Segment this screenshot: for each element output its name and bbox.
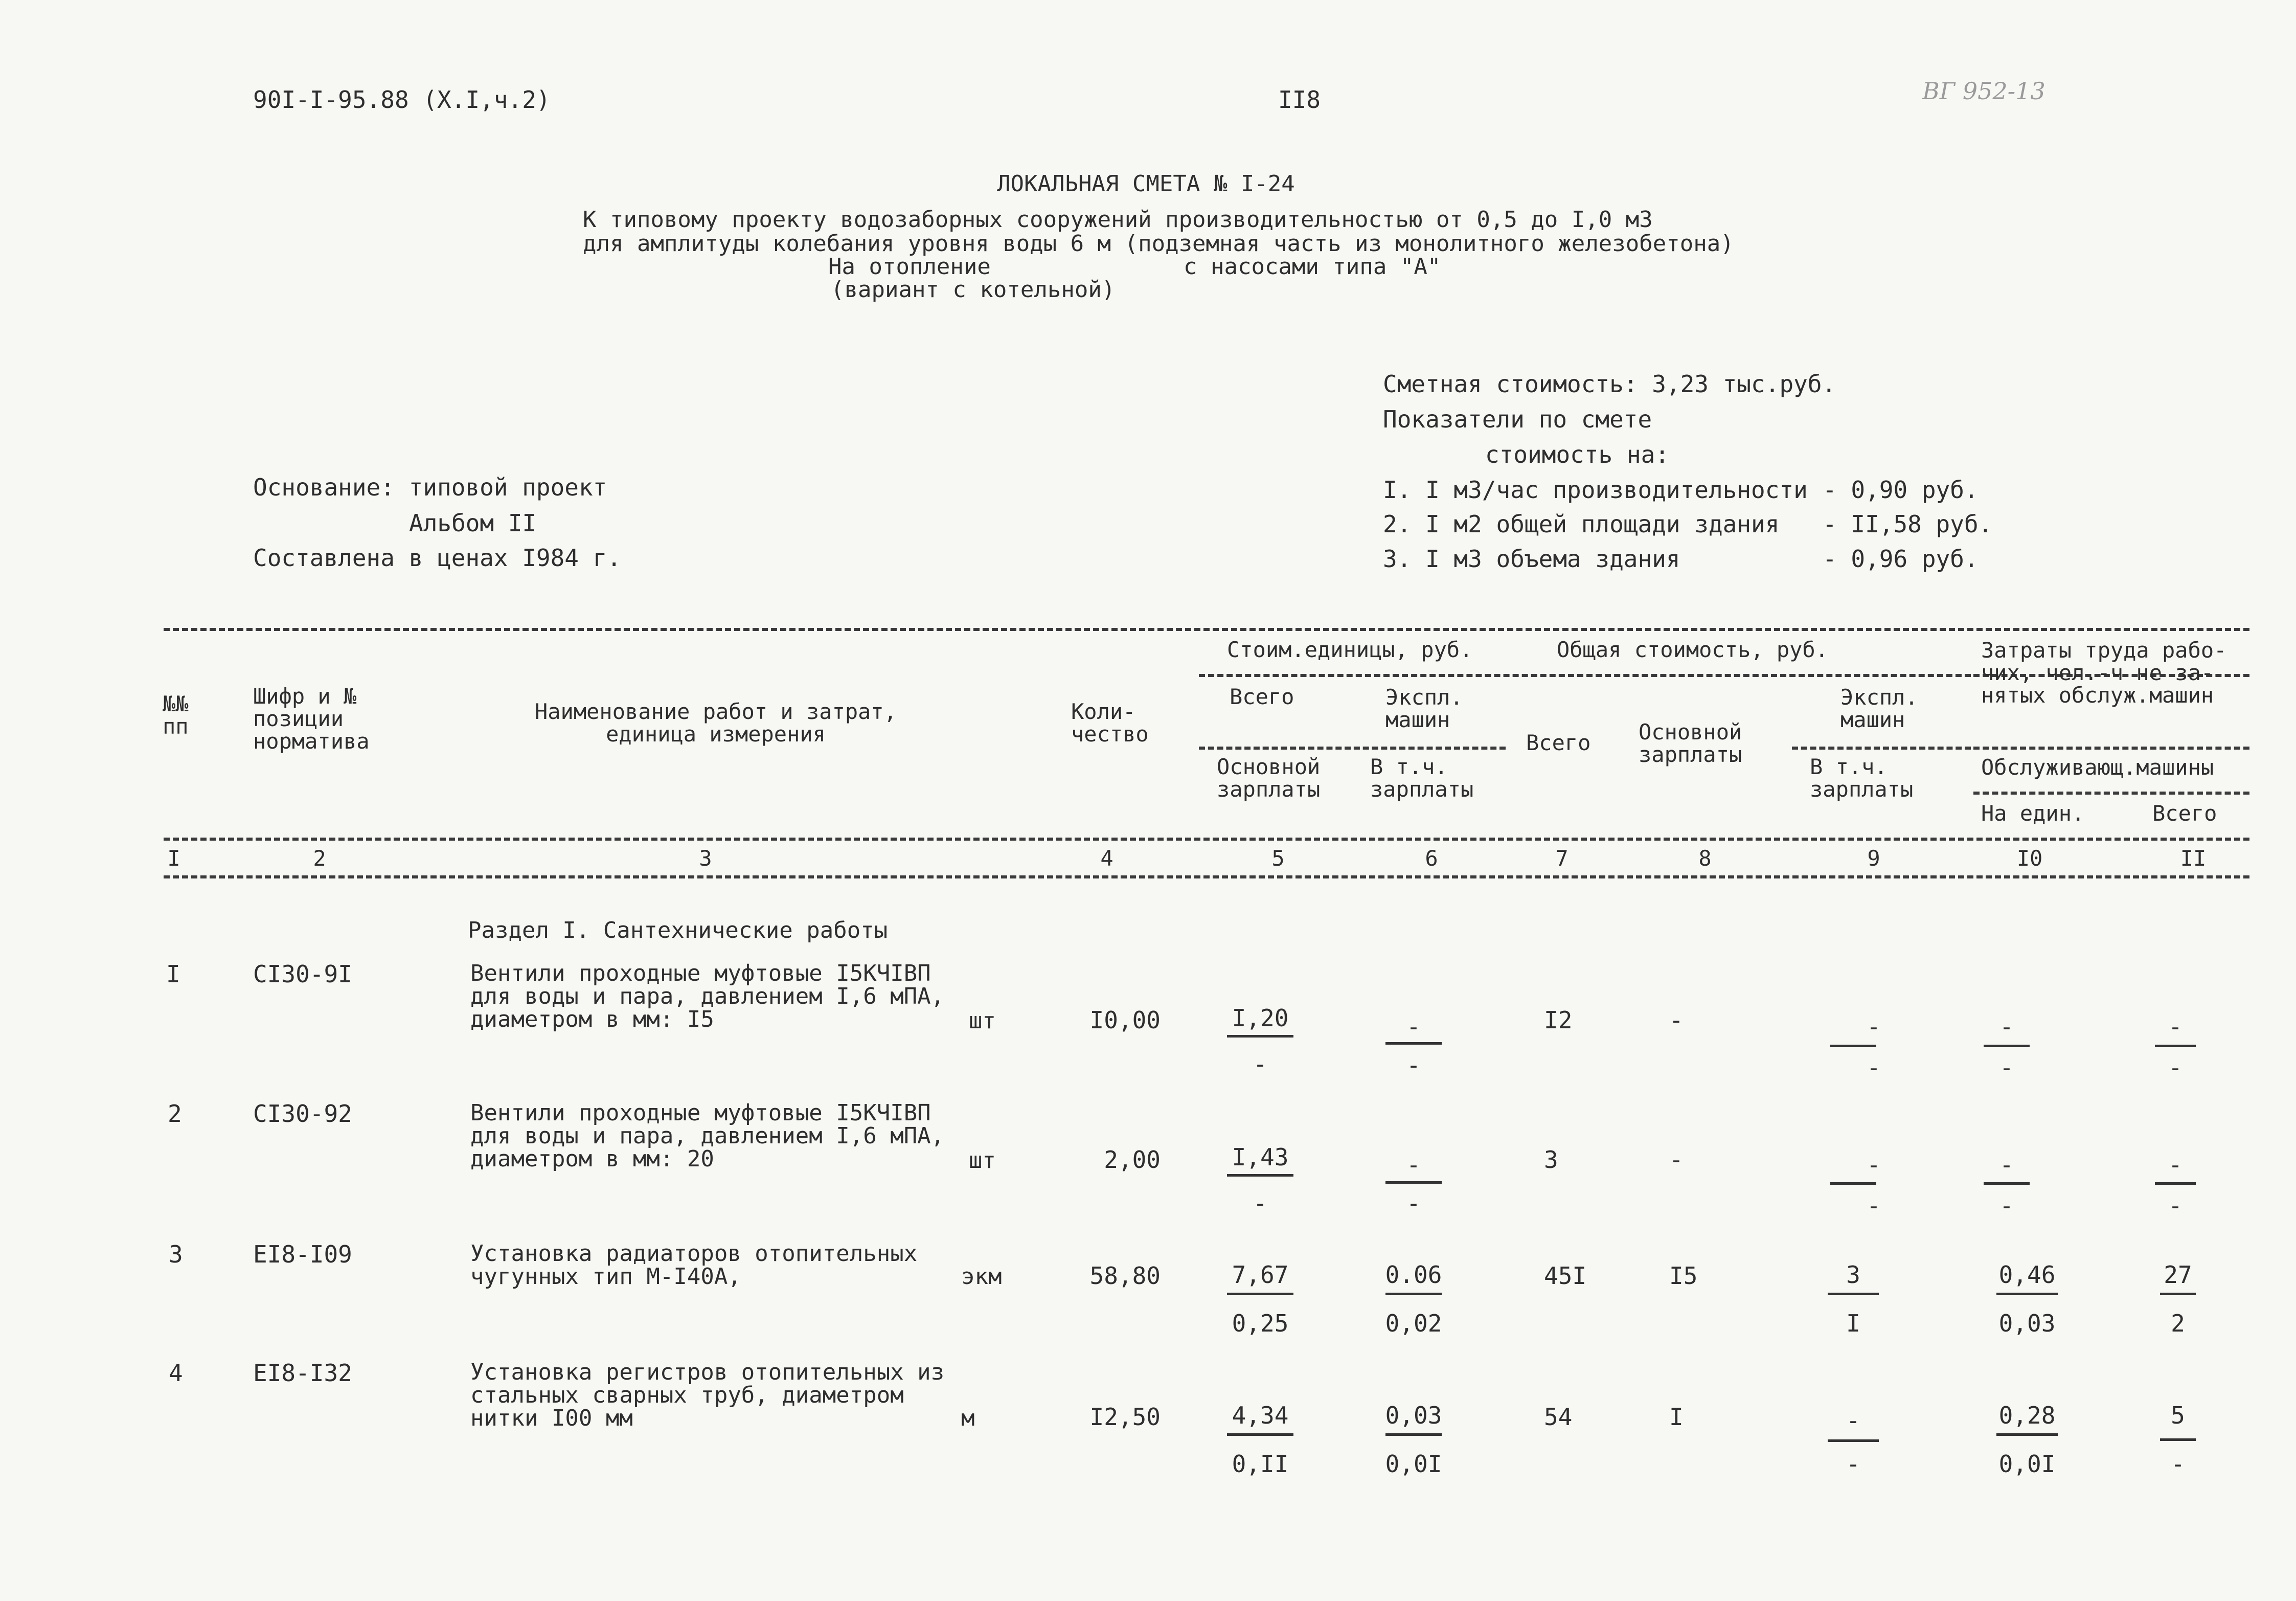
- header-unit-machines: Экспл. машин: [1385, 685, 1463, 733]
- row-name-line: Установка регистров отопительных из: [470, 1359, 945, 1385]
- row-name-line: нитки I00 мм: [470, 1405, 633, 1431]
- fraction-line: [1227, 1293, 1293, 1295]
- fraction-line: [1830, 1182, 1876, 1185]
- row-code: EI8-I09: [253, 1241, 352, 1268]
- row-unit-incl-wage: -: [1406, 1189, 1421, 1217]
- row-qty: 58,80: [1089, 1262, 1161, 1290]
- basis-line-1: Основание: типовой проект: [253, 473, 607, 501]
- col-number-8: 8: [1698, 846, 1712, 871]
- col-number-7: 7: [1555, 846, 1568, 871]
- title-line-2: для амплитуды колебания уровня воды 6 м (подземная часть из монолитного железобетона): [583, 231, 1734, 257]
- row-unit-machines: -: [1406, 1151, 1421, 1179]
- fraction-line: [2155, 1182, 2196, 1185]
- row-num: 3: [169, 1241, 183, 1268]
- row-name-line: Вентили проходные муфтовые I5КЧIВП: [470, 1100, 931, 1126]
- row-unit-total: 4,34: [1232, 1402, 1289, 1429]
- row-unit-incl-wage: -: [1406, 1051, 1421, 1079]
- row-total-machines: -: [1846, 1407, 1860, 1434]
- row-labor-service-per-unit: 0,0I: [1998, 1450, 2056, 1478]
- fraction-line: [1996, 1433, 2058, 1436]
- page-number: II8: [1278, 86, 1321, 114]
- row-unit-total: 7,67: [1232, 1261, 1289, 1289]
- row-labor-service-per-unit: -: [1999, 1054, 2014, 1081]
- labor-service-rule: [1973, 792, 2249, 795]
- row-total-machines: -: [1867, 1013, 1881, 1041]
- row-unit-machines: 0,03: [1385, 1402, 1442, 1429]
- unit-cost-group-rule: [1199, 674, 1971, 677]
- row-unit-basic-wage: -: [1253, 1050, 1267, 1078]
- col-number-11: II: [2180, 846, 2207, 871]
- basis-line-3: Составлена в ценах I984 г.: [253, 544, 622, 572]
- row-labor-total: -: [2168, 1013, 2183, 1041]
- row-labor-total: 27: [2164, 1261, 2192, 1289]
- row-unit-incl-wage: 0,02: [1385, 1310, 1442, 1337]
- row-qty: I0,00: [1089, 1006, 1161, 1034]
- header-name: Наименование работ и затрат, единица измерения: [534, 699, 897, 747]
- header-bottom-rule: [164, 838, 2249, 841]
- fraction-line: [2160, 1438, 2196, 1441]
- title-line-4: (вариант с котельной): [831, 277, 1116, 303]
- row-total-all: 54: [1544, 1403, 1573, 1431]
- indicator-1-value: - 0,90 руб.: [1823, 476, 1979, 504]
- row-total-basic-wage: -: [1669, 1006, 1684, 1034]
- fraction-line: [1385, 1433, 1442, 1436]
- row-unit: шт: [969, 1147, 996, 1174]
- header-num: №№ пп: [163, 691, 189, 739]
- row-total-incl-wage: -: [1867, 1192, 1881, 1220]
- header-qty: Коли- чество: [1071, 699, 1149, 747]
- row-name-line: Установка радиаторов отопительных: [470, 1241, 918, 1267]
- row-unit-basic-wage: -: [1253, 1189, 1267, 1217]
- indicator-3-label: 3. I м3 объема здания: [1383, 545, 1680, 573]
- header-unit-cost-group: Стоим.единицы, руб.: [1227, 637, 1473, 662]
- header-total-basic-wage: Основной зарплаты: [1639, 719, 1742, 768]
- row-qty: 2,00: [1104, 1146, 1161, 1174]
- row-num: 2: [168, 1100, 182, 1128]
- row-unit-incl-wage: 0,0I: [1385, 1450, 1442, 1478]
- fraction-line: [1227, 1035, 1293, 1038]
- estimated-cost: Сметная стоимость: 3,23 тыс.руб.: [1383, 370, 1836, 398]
- row-labor-service-total: -: [2171, 1450, 2185, 1478]
- fraction-line: [1227, 1433, 1293, 1436]
- header-labor-group: Затраты труда рабо- чих, чел.-ч не за- нятых обслуж.машин: [1981, 638, 2227, 708]
- row-labor-total: 5: [2171, 1402, 2185, 1429]
- col-number-9: 9: [1867, 846, 1880, 871]
- row-name-line: диаметром в мм: 20: [470, 1146, 714, 1172]
- fraction-line: [1385, 1042, 1442, 1045]
- row-unit-total: I,43: [1232, 1143, 1289, 1171]
- header-labor-service: Обслуживающ.машины: [1981, 755, 2214, 780]
- indicator-3-value: - 0,96 руб.: [1823, 545, 1979, 573]
- row-total-incl-wage: I: [1846, 1310, 1860, 1337]
- row-total-all: 3: [1544, 1146, 1558, 1174]
- header-unit-total: Всего: [1230, 684, 1294, 709]
- row-qty: I2,50: [1089, 1403, 1161, 1431]
- fraction-line: [1385, 1293, 1442, 1295]
- table-top-rule: [164, 628, 2249, 631]
- row-total-incl-wage: -: [1867, 1054, 1881, 1081]
- header-total-machines: Экспл. машин: [1840, 685, 1918, 733]
- row-labor-per-unit: -: [1999, 1013, 2014, 1041]
- header-labor-per-unit: На един.: [1981, 801, 2085, 826]
- row-labor-service-total: 2: [2171, 1310, 2185, 1337]
- row-total-all: I2: [1544, 1006, 1573, 1034]
- fraction-line: [1828, 1293, 1879, 1295]
- row-total-incl-wage: -: [1846, 1450, 1860, 1478]
- fraction-line: [1984, 1045, 2030, 1047]
- header-total-incl-wage: В т.ч. зарплаты: [1810, 754, 1914, 802]
- title-line-1: К типовому проекту водозаборных сооружений производительностью от 0,5 до I,0 м3: [583, 207, 1653, 233]
- title-line-3-left: На отопление: [828, 254, 991, 280]
- row-num: 4: [169, 1359, 183, 1387]
- row-unit: м: [961, 1405, 975, 1431]
- row-total-machines: -: [1867, 1151, 1881, 1179]
- indicator-2-value: - II,58 руб.: [1823, 510, 1993, 538]
- fraction-line: [1828, 1439, 1879, 1442]
- fraction-line: [1996, 1293, 2058, 1295]
- row-total-basic-wage: -: [1669, 1146, 1684, 1174]
- total-machines-sub-rule: [1792, 747, 1971, 750]
- indicators-heading: Показатели по смете: [1383, 405, 1652, 433]
- labor-sub-rule: [1973, 747, 2249, 750]
- row-unit-machines: -: [1406, 1013, 1421, 1041]
- row-labor-service-total: -: [2168, 1054, 2183, 1081]
- row-total-basic-wage: I5: [1669, 1262, 1698, 1290]
- row-labor-per-unit: 0,28: [1998, 1402, 2056, 1429]
- col-number-2: 2: [313, 846, 326, 871]
- col-number-1: I: [167, 846, 180, 871]
- column-numbers-rule: [164, 875, 2249, 878]
- title-line-3-right: с насосами типа "А": [1184, 254, 1441, 280]
- unit-cost-sub-rule: [1199, 747, 1506, 750]
- estimate-title: ЛОКАЛЬНАЯ СМЕТА № I-24: [997, 171, 1295, 197]
- header-unit-incl-wage: В т.ч. зарплаты: [1370, 754, 1474, 802]
- header-unit-basic-wage: Основной зарплаты: [1217, 754, 1321, 802]
- row-name-line: для воды и пара, давлением I,6 мПА,: [470, 983, 945, 1009]
- row-code: CI30-92: [253, 1100, 352, 1128]
- col-number-5: 5: [1271, 846, 1285, 871]
- row-labor-per-unit: -: [1999, 1151, 2014, 1179]
- header-labor-total: Всего: [2152, 801, 2217, 826]
- section-title: Раздел I. Сантехнические работы: [468, 917, 888, 943]
- row-name-line: диаметром в мм: I5: [470, 1006, 714, 1032]
- indicator-2-label: 2. I м2 общей площади здания: [1383, 510, 1780, 538]
- fraction-line: [1385, 1181, 1442, 1184]
- col-number-3: 3: [699, 846, 712, 871]
- archive-stamp: ВГ 952-13: [1922, 77, 2045, 105]
- row-name-line: стальных сварных труб, диаметром: [470, 1382, 904, 1408]
- col-number-4: 4: [1100, 846, 1113, 871]
- row-labor-per-unit: 0,46: [1998, 1261, 2056, 1289]
- cost-on-label: стоимость на:: [1485, 441, 1670, 468]
- row-name-line: Вентили проходные муфтовые I5КЧIВП: [470, 960, 931, 986]
- row-code: CI30-9I: [253, 960, 352, 988]
- col-number-10: I0: [2016, 846, 2043, 871]
- col-number-6: 6: [1425, 846, 1438, 871]
- row-total-all: 45I: [1544, 1262, 1587, 1290]
- row-unit-basic-wage: 0,25: [1232, 1310, 1289, 1337]
- row-labor-total: -: [2168, 1151, 2183, 1179]
- fraction-line: [1984, 1182, 2030, 1185]
- document-code: 90I-I-95.88 (X.I,ч.2): [253, 86, 551, 114]
- row-labor-service-total: -: [2168, 1192, 2183, 1220]
- row-total-machines: 3: [1846, 1261, 1860, 1289]
- basis-line-2: Альбом II: [409, 509, 537, 537]
- fraction-line: [2160, 1293, 2196, 1295]
- row-name-line: чугунных тип М-I40А,: [470, 1264, 741, 1290]
- row-unit-basic-wage: 0,II: [1232, 1450, 1289, 1478]
- row-total-basic-wage: I: [1669, 1403, 1684, 1431]
- row-labor-service-per-unit: 0,03: [1998, 1310, 2056, 1337]
- row-unit-total: I,20: [1232, 1004, 1289, 1032]
- row-unit: шт: [969, 1008, 996, 1034]
- row-unit-machines: 0.06: [1385, 1261, 1442, 1289]
- row-code: EI8-I32: [253, 1359, 352, 1387]
- row-num: I: [166, 960, 180, 988]
- indicator-1-label: I. I м3/час производительности: [1383, 476, 1808, 504]
- header-total-all: Всего: [1526, 730, 1591, 755]
- row-unit: экм: [961, 1264, 1002, 1290]
- fraction-line: [1227, 1174, 1293, 1177]
- header-code: Шифр и № позиции норматива: [253, 684, 370, 754]
- fraction-line: [2155, 1045, 2196, 1047]
- row-labor-service-per-unit: -: [1999, 1192, 2014, 1220]
- fraction-line: [1830, 1045, 1876, 1047]
- header-total-cost-group: Общая стоимость, руб.: [1557, 637, 1829, 662]
- row-name-line: для воды и пара, давлением I,6 мПА,: [470, 1123, 945, 1149]
